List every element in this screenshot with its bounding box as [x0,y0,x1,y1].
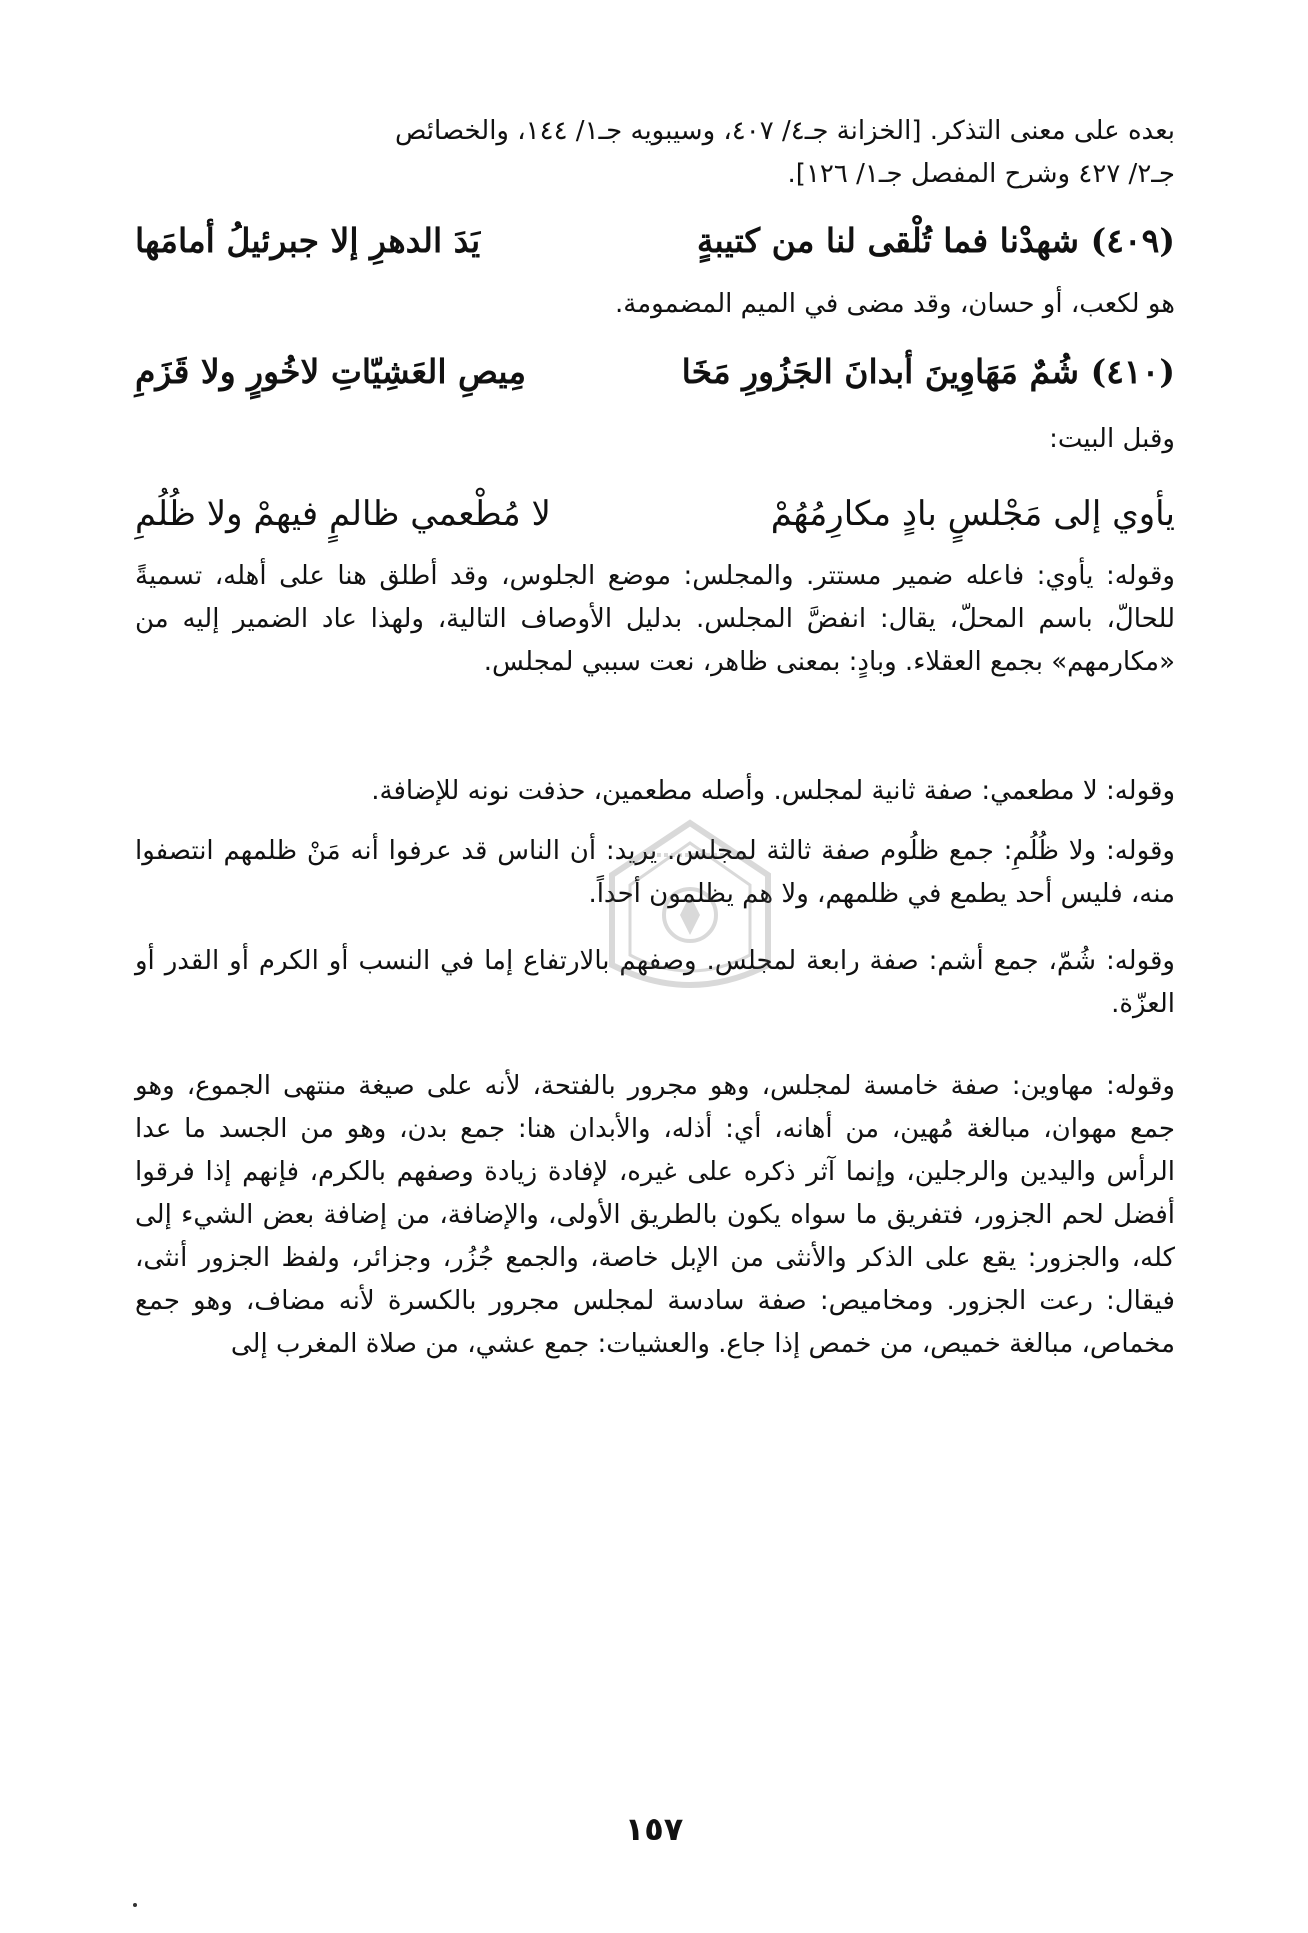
page-number: ١٥٧ [624,1810,684,1848]
verse-before-second-hemistich: لا مُطْعمي ظالمٍ فيهمْ ولا ظُلُمِ [135,494,551,534]
paragraph-2-text: وقوله: لا مطعمي: صفة ثانية لمجلس. وأصله مطعمين، حذفت نونه للإضافة. [371,776,1175,806]
intro-line-2: جـ٢/ ٤٢٧ وشرح المفصل جـ١/ ١٢٦]. [787,159,1175,189]
paragraph-5-text: وقوله: مهاوين: صفة خامسة لمجلس، وهو مجرور بالفتحة، لأنه على صيغة منتهى الجموع، وهو جمع مهوان، مبالغة مُهين، من أهانه، أي: أذله، والأبدان هنا: جمع بدن، وهو من الجسد ما عدا الرأس واليدين والرجلين، وإنما آثر ذكره على غيره، لإفادة زيادة وصفهم بالكرم، فإنهم إذا فرقوا أفضل لحم الجزور، فتفريق ما سواه يكون بالطريق الأولى، والإضافة، من إضافة بعض الشيء إلى كله، والجزور: يقع على الذكر والأنثى من الإبل خاصة، والجمع جُزُر، وجزائر، ولفظ الجزور أنثى، فيقال: رعت الجزور. ومخاميص: صفة سادسة لمجلس مجرور بالكسرة لأنه مضاف، وهو جمع مخماص، مبالغة خميص، من خمص إذا جاع. والعشيات: جمع عشي، من صلاة المغرب إلى [135,1071,1175,1359]
verse-409 [135,212,1175,268]
verse-409-second-hemistich: يَدَ الدهرِ إلا جبرئيلُ أمامَها [135,220,481,260]
before-verse-label [135,418,1175,461]
verse-409-first-hemistich: (٤٠٩) شهدْنا فما تُلْقى لنا من كتيبةٍ [696,220,1175,260]
before-label-text: وقبل البيت: [1049,424,1175,454]
verse-before-first-hemistich: يأوي إلى مَجْلسٍ بادٍ مكارِمُهُمْ [770,494,1175,534]
paragraph-5 [135,1065,1175,1366]
scan-speck [133,1903,137,1907]
paragraph-1-text: وقوله: يأوي: فاعله ضمير مستتر. والمجلس: موضع الجلوس، وقد أطلق هنا على أهله، تسميةً للحالّ، باسم المحلّ، يقال: انفضَّ المجلس. بدليل الأوصاف التالية، ولهذا عاد الضمير إليه من «مكارمهم» بجمع العقلاء. وبادٍ: بمعنى ظاهر، نعت سببي لمجلس. [135,561,1175,677]
verse-before [135,486,1175,542]
verse-410-first-hemistich: (٤١٠) شُمٌ مَهَاوِينَ أبدانَ الجَزُورِ مَخَا [681,351,1175,391]
intro-line-1: بعده على معنى التذكر. [الخزانة جـ٤/ ٤٠٧، وسيبويه جـ١/ ١٤٤، والخصائص [394,116,1175,146]
paragraph-1 [135,555,1175,684]
paragraph-2 [135,770,1175,813]
note-409-text: هو لكعب، أو حسان، وقد مضى في الميم المضمومة. [615,289,1175,319]
paragraph-4-text: وقوله: شُمّ، جمع أشم: صفة رابعة لمجلس. وصفهم بالارتفاع إما في النسب أو الكرم أو القدر أو العزّة. [135,946,1175,1019]
paragraph-3-text: وقوله: ولا ظُلُمِ: جمع ظلُوم صفة ثالثة لمجلس. يريد: أن الناس قد عرفوا أنه مَنْ ظلمهم انتصفوا منه، فليس أحد يطمع في ظلمهم، ولا هم يظلمون أحداً. [135,836,1175,909]
verse-410 [135,343,1175,399]
note-409 [135,283,1175,326]
intro-reference [135,110,1175,196]
verse-410-second-hemistich: مِيصِ العَشِيّاتِ لاخُورٍ ولا قَزَمِ [135,351,527,391]
library-seal-watermark [600,815,780,1010]
